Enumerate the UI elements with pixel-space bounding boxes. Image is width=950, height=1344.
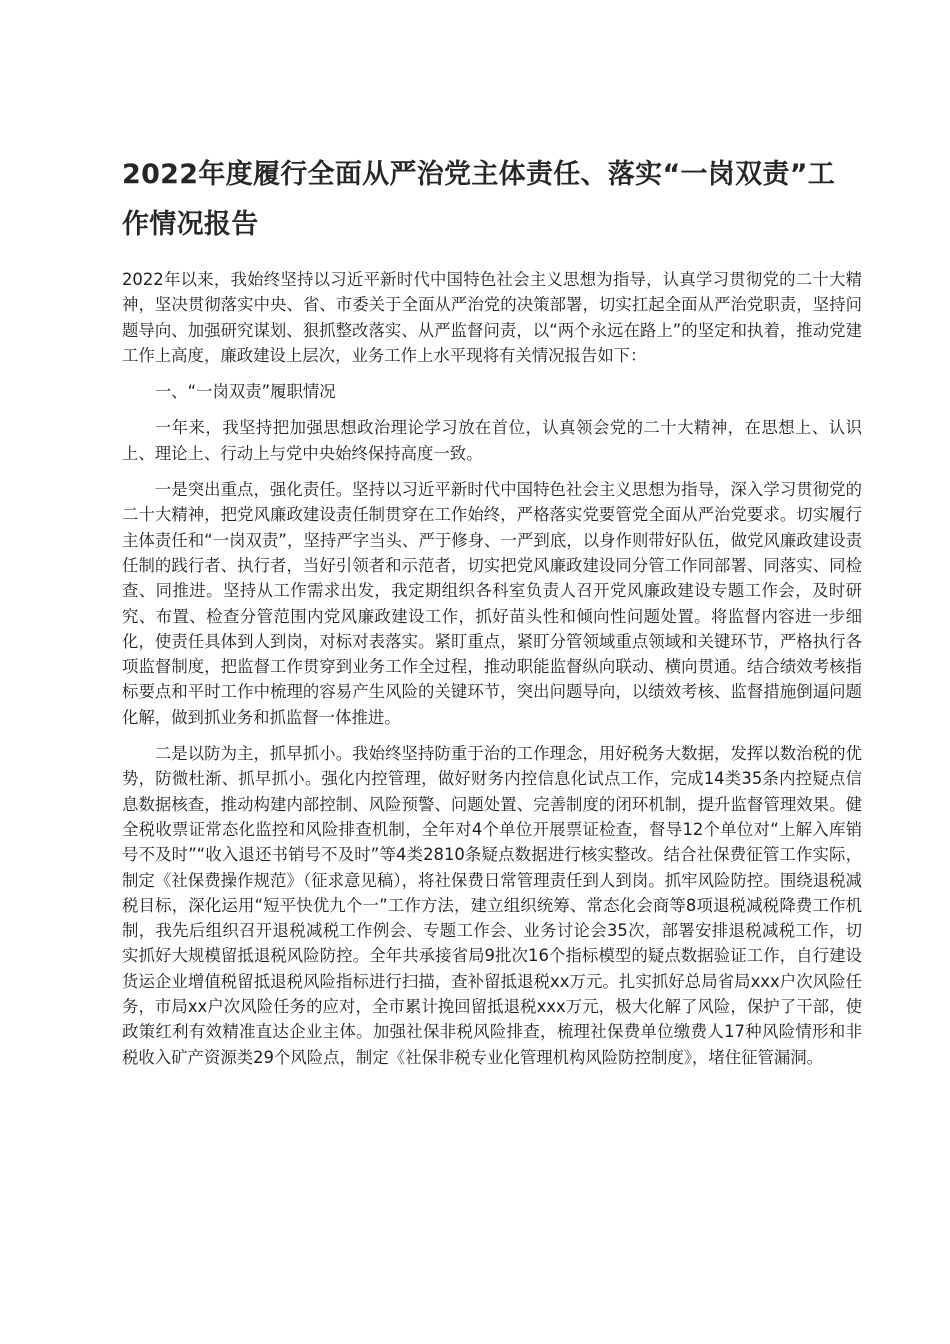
document-page — [122, 150, 862, 1081]
document-title: 2022年度履行全面从严治党主体责任、落实“一岗双责”工作情况报告 — [122, 159, 836, 240]
section-heading: 一、“一岗双责”履职情况 — [154, 382, 336, 402]
body-paragraph: 一是突出重点，强化责任。坚持以习近平新时代中国特色社会主义思想为指导，深入学习贯彻党的二十大精神，把党风廉政建设责任制贯穿在工作始终，严格落实党要管党全面从严治党要求。切实履行主体责任和“一岗双责”，坚持严字当头、严于修身、一严到底，以身作则带好队伍，做党风廉政建设责任制的践行者、执行者，当好引领者和示范者，切实把党风廉政建设同分管工作同部署、同落实、同检查、同推进。坚持从工作需求出发，我定期组织各科室负责人召开党风廉政建设专题工作会，及时研究、布置、检查分管范围内党风廉政建设工作，抓好苗头性和倾向性问题处置。将监督内容进一步细化，使责任具体到人到岗，对标对表落实。紧盯重点，紧盯分管领域重点领域和关键环节，严格执行各项监督制度，把监督工作贯穿到业务工作全过程，推动职能监督纵向联动、横向贯通。结合绩效考核指标要点和平时工作中梳理的容易产生风险的关键环节，突出问题导向，以绩效考核、监督措施倒逼问题化解，做到抓业务和抓监督一体推进。 — [122, 480, 862, 727]
body-paragraph: 二是以防为主，抓早抓小。我始终坚持防重于治的工作理念，用好税务大数据，发挥以数治税的优势，防微杜渐、抓早抓小。强化内控管理，做好财务内控信息化试点工作，完成14类35条内控疑点信息数据核查，推动构建内部控制、风险预警、问题处置、完善制度的闭环机制，提升监督管理效果。健全税收票证常态化监控和风险排查机制，全年对4个单位开展票证检查，督导12个单位对“上解入库销号不及时”“收入退还书销号不及时”等4类2810条疑点数据进行核实整改。结合社保费征管工作实际，制定《社保费操作规范》（征求意见稿），将社保费日常管理责任到人到岗。抓牢风险防控。围绕退税减税目标，深化运用“短平快优九个一”工作方法，建立组织统筹、常态化会商等8项退税减税降费工作机制，我先后组织召开退税减税工作例会、专题工作会、业务讨论会35次，部署安排退税减税工作，切实抓好大规模留抵退税风险防控。全年共承接省局9批次16个指标模型的疑点数据验证工作，自行建设货运企业增值税留抵退税风险指标进行扫描，查补留抵退税xx万元。扎实抓好总局省局xxx户次风险任务，市局xx户次风险任务的应对，全市累计挽回留抵退税xxx万元，极大化解了风险，保护了干部，使政策红利有效精准直达企业主体。加强社保非税风险排查，梳理社保费单位缴费人17种风险情形和非税收入矿产资源类29个风险点，制定《社保非税专业化管理机构风险防控制度》，堵住征管漏洞。 — [122, 744, 862, 1067]
body-paragraph: 一年来，我坚持把加强思想政治理论学习放在首位，认真领会党的二十大精神，在思想上、认识上、理论上、行动上与党中央始终保持高度一致。 — [122, 418, 862, 463]
intro-paragraph: 2022年以来，我始终坚持以习近平新时代中国特色社会主义思想为指导，认真学习贯彻党的二十大精神，坚决贯彻落实中央、省、市委关于全面从严治党的决策部署，切实扛起全面从严治党职责，坚持问题导向、加强研究谋划、狠抓整改落实、从严监督问责，以“两个永远在路上”的坚定和执着，推动党建工作上高度，廉政建设上层次，业务工作上水平现将有关情况报告如下： — [122, 270, 862, 365]
